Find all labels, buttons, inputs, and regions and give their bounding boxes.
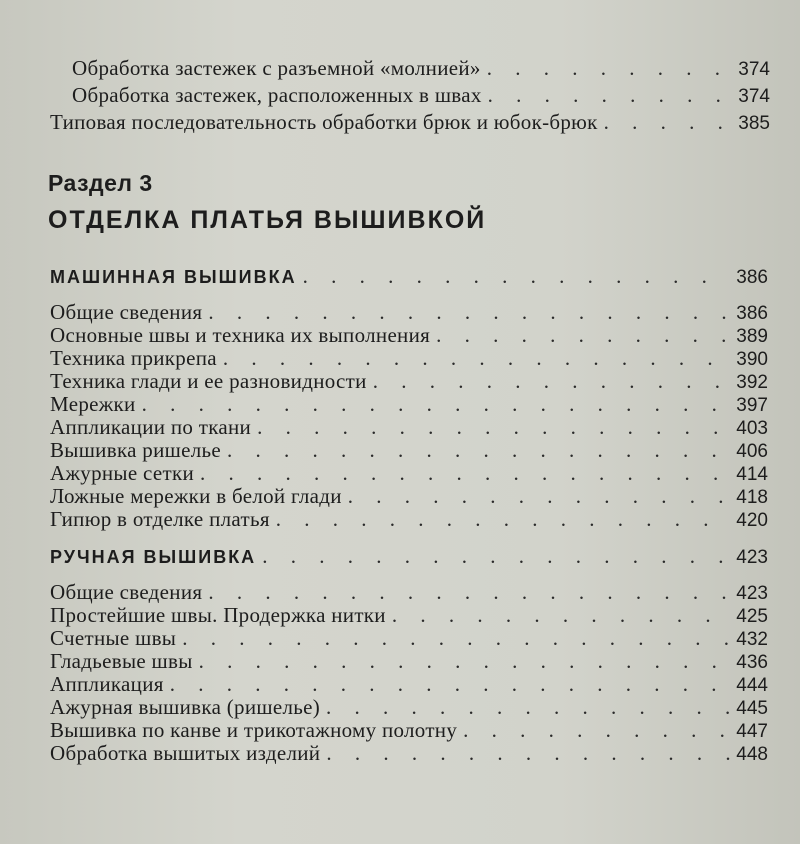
chapter-heading-page: 386 bbox=[736, 267, 768, 288]
toc-entry-page: 420 bbox=[736, 510, 768, 531]
toc-entry-page: 432 bbox=[736, 629, 768, 650]
toc-entry-page: 445 bbox=[736, 698, 768, 719]
chapter-heading-label: МАШИННАЯ ВЫШИВКА bbox=[50, 267, 297, 287]
toc-entry-page: 425 bbox=[736, 606, 768, 627]
chapter-heading bbox=[50, 544, 768, 570]
dot-leader bbox=[208, 300, 730, 324]
toc-entry-label: Гипюр в отделке платья bbox=[50, 507, 270, 531]
dot-leader bbox=[487, 56, 733, 80]
toc-entry-label: Счетные швы bbox=[50, 626, 177, 650]
toc-entry-label: Общие сведения bbox=[50, 580, 203, 604]
dot-leader bbox=[604, 110, 733, 134]
section-number: Раздел 3 bbox=[48, 170, 153, 196]
toc-entry-page: 436 bbox=[736, 652, 768, 673]
toc-entry-label: Ажурные сетки bbox=[50, 461, 195, 485]
toc-entry-label: Типовая последовательность обработки брюк и юбок-брюк bbox=[50, 110, 598, 134]
toc-entry-label: Обработка застежек, расположенных в швах bbox=[72, 83, 482, 107]
toc-entry-page: 374 bbox=[738, 86, 770, 107]
dot-leader bbox=[223, 346, 730, 370]
dot-leader bbox=[348, 484, 731, 508]
toc-entry-page: 403 bbox=[736, 418, 768, 439]
dot-leader bbox=[199, 649, 731, 673]
toc-entry-label: Ажурная вышивка (ришелье) bbox=[50, 695, 321, 719]
toc-entry-page: 406 bbox=[736, 441, 768, 462]
toc-entry-label: Аппликации по ткани bbox=[50, 415, 252, 439]
toc-entry-label: Общие сведения bbox=[50, 300, 203, 324]
toc-entry-page: 390 bbox=[736, 349, 768, 370]
dot-leader bbox=[488, 83, 733, 107]
toc-entry-label: Техника глади и ее разновидности bbox=[50, 369, 367, 393]
toc-entry bbox=[50, 507, 768, 533]
toc-entry-page: 397 bbox=[736, 395, 768, 416]
toc-entry-page: 444 bbox=[736, 675, 768, 696]
toc-entry-page: 392 bbox=[736, 372, 768, 393]
section-title: ОТДЕЛКА ПЛАТЬЯ ВЫШИВКОЙ bbox=[48, 206, 487, 234]
toc-entry-label: Простейшие швы. Продержка нитки bbox=[50, 603, 386, 627]
toc-entry-page: 414 bbox=[736, 464, 768, 485]
chapter-heading-page: 423 bbox=[736, 547, 768, 568]
toc-entry-label: Вышивка ришелье bbox=[50, 438, 222, 462]
toc-entry-label: Мережки bbox=[50, 392, 136, 416]
toc-entry-label: Обработка вышитых изделий bbox=[50, 741, 321, 765]
dot-leader bbox=[182, 626, 730, 650]
toc-entry-page: 389 bbox=[736, 326, 768, 347]
dot-leader bbox=[200, 461, 730, 485]
dot-leader bbox=[262, 544, 730, 568]
dot-leader bbox=[303, 264, 731, 288]
toc-entry-page: 448 bbox=[736, 744, 768, 765]
dot-leader bbox=[392, 603, 730, 627]
toc-entry-page: 447 bbox=[736, 721, 768, 742]
toc-entry bbox=[72, 83, 770, 109]
chapter-heading-label: РУЧНАЯ ВЫШИВКА bbox=[50, 547, 257, 567]
chapter-heading bbox=[50, 264, 768, 290]
toc-entry-label: Гладьевые швы bbox=[50, 649, 193, 673]
dot-leader bbox=[276, 507, 731, 531]
dot-leader bbox=[208, 580, 730, 604]
dot-leader bbox=[326, 695, 730, 719]
toc-entry-page: 386 bbox=[736, 303, 768, 324]
toc-entry-page: 418 bbox=[736, 487, 768, 508]
toc-entry-label: Вышивка по канве и трикотажному полотну bbox=[50, 718, 458, 742]
toc-entry-label: Техника прикрепа bbox=[50, 346, 217, 370]
dot-leader bbox=[436, 323, 730, 347]
toc-entry-label: Обработка застежек с разъемной «молнией» bbox=[72, 56, 481, 80]
dot-leader bbox=[170, 672, 731, 696]
dot-leader bbox=[373, 369, 731, 393]
dot-leader bbox=[463, 718, 730, 742]
toc-entry-label: Аппликация bbox=[50, 672, 164, 696]
toc-entry-page: 423 bbox=[736, 583, 768, 604]
toc-entry bbox=[72, 56, 770, 82]
dot-leader bbox=[142, 392, 731, 416]
toc-entry-label: Ложные мережки в белой глади bbox=[50, 484, 342, 508]
toc-entry-page: 374 bbox=[738, 59, 770, 80]
dot-leader bbox=[326, 741, 730, 765]
dot-leader bbox=[227, 438, 730, 462]
toc-entry-page: 385 bbox=[738, 113, 770, 134]
toc-entry-label: Основные швы и техника их выполнения bbox=[50, 323, 431, 347]
toc-entry bbox=[50, 741, 768, 767]
toc-entry bbox=[50, 110, 770, 136]
dot-leader bbox=[257, 415, 730, 439]
